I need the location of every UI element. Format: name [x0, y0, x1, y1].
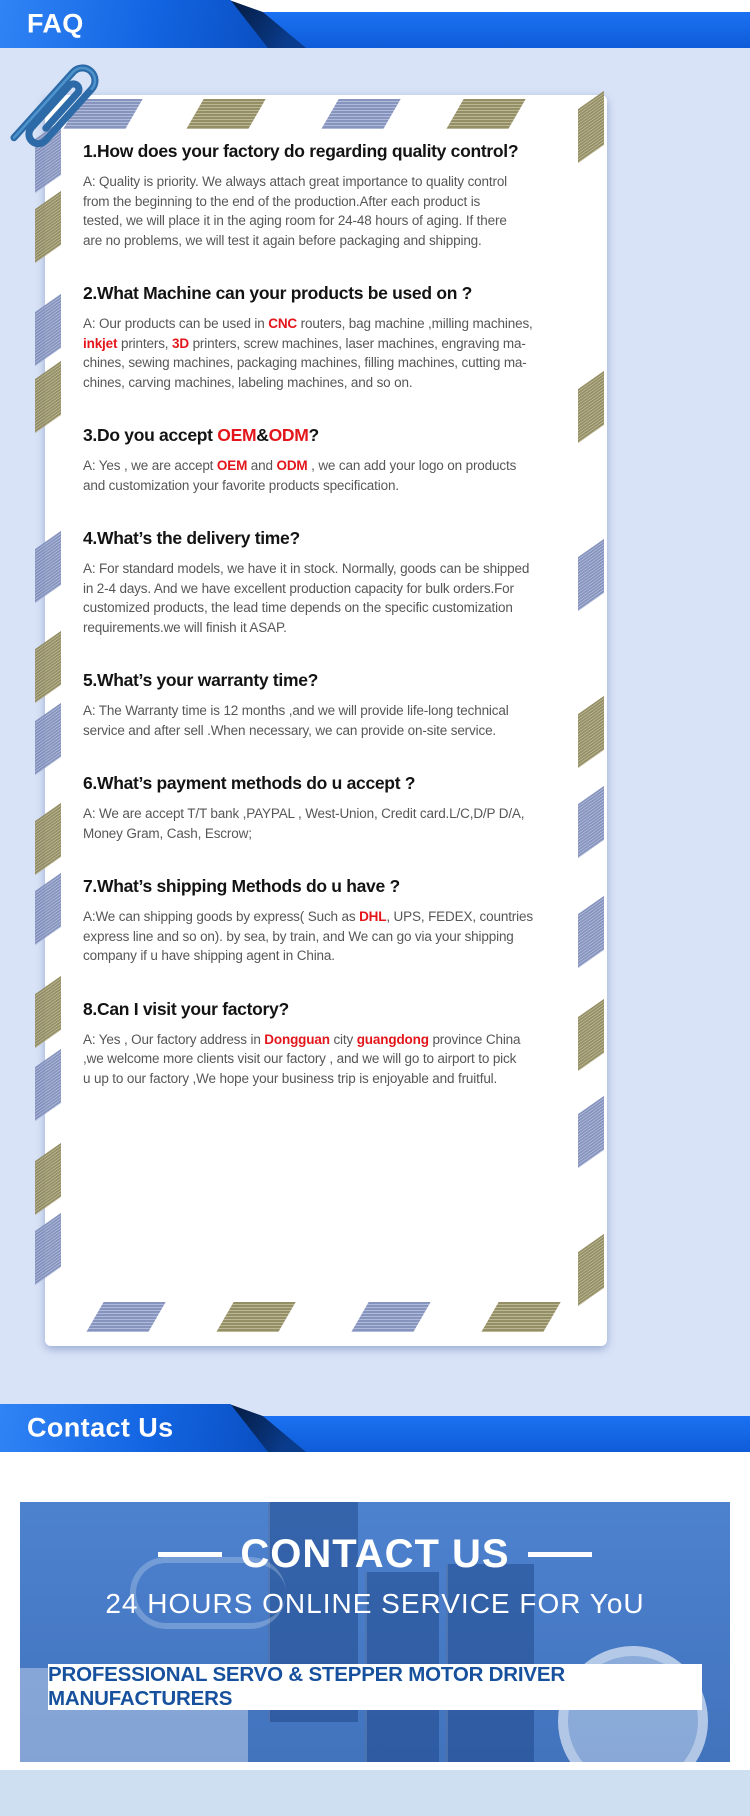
highlighted-text: OEM: [216, 458, 248, 473]
faq-item: [83, 141, 593, 250]
faq-item: [83, 283, 593, 392]
contact-title: CONTACT US: [240, 1532, 510, 1576]
text: are no problems, we will test it again before packaging and shipping.: [83, 232, 482, 248]
faq-answer-line: [83, 231, 593, 251]
faq-answer-line: [83, 172, 593, 192]
washi-tape-blue: [86, 1302, 165, 1332]
text: routers, bag machine ,milling machines,: [297, 316, 533, 331]
faq-answer: [83, 314, 593, 392]
washi-tape-blue: [321, 99, 400, 129]
highlighted-text: 3D: [172, 335, 189, 351]
faq-answer-line: [83, 456, 593, 476]
highlighted-text: ODM: [276, 458, 308, 473]
text: 3.Do you accept: [83, 425, 218, 445]
faq-answer-line: [83, 618, 593, 638]
faq-answer-line: [83, 1030, 593, 1050]
washi-tape-blue: [35, 294, 61, 366]
faq-section-banner: [0, 0, 750, 48]
text: and: [247, 458, 277, 473]
faq-list: [83, 141, 593, 1088]
faq-answer-line: [83, 579, 593, 599]
washi-tape-olive: [216, 1302, 295, 1332]
faq-question: [83, 425, 593, 446]
faq-answer: [83, 559, 593, 637]
contact-ribbon-text: PROFESSIONAL SERVO & STEPPER MOTOR DRIVER MANUFACTURERS: [48, 1663, 565, 1710]
faq-answer-line: [83, 476, 593, 496]
washi-tape-blue: [578, 1096, 604, 1168]
washi-tape-olive: [446, 99, 525, 129]
text: 7.What’s shipping Methods do u have ?: [83, 876, 400, 896]
faq-answer-line: [83, 804, 593, 824]
faq-item: [83, 670, 593, 740]
faq-answer-line: [83, 1069, 593, 1089]
text: company if u have shipping agent in China.: [83, 948, 335, 963]
contact-ribbon: [48, 1664, 702, 1710]
text: and customization your favorite products specification.: [83, 477, 399, 493]
washi-tape-olive: [35, 361, 61, 433]
washi-tape-olive: [35, 803, 61, 875]
text: 6.What’s payment methods do u accept ?: [83, 773, 416, 793]
text: A:We can shipping goods by express( Such as: [83, 909, 360, 924]
faq-question: [83, 773, 593, 794]
washi-tape-blue: [351, 1302, 430, 1332]
highlighted-text: CNC: [268, 316, 298, 331]
faq-answer: [83, 804, 593, 843]
faq-paper-card: [45, 95, 607, 1346]
washi-tape-olive: [35, 1143, 61, 1215]
washi-tape-olive: [578, 91, 604, 163]
washi-tape-blue: [35, 531, 61, 603]
dash-line-left: [158, 1552, 222, 1557]
faq-item: [83, 773, 593, 843]
faq-answer-line: [83, 927, 593, 947]
text: printers,: [117, 335, 172, 351]
text: 1.How does your factory do regarding quality control?: [83, 141, 519, 161]
washi-tape-olive: [35, 631, 61, 703]
washi-tape-olive: [35, 976, 61, 1048]
contact-banner-title: Contact Us: [27, 1412, 174, 1443]
text: tested, we will place it in the aging room for 24-48 hours of aging. If there: [83, 213, 507, 228]
text: A: Our products can be used in: [83, 316, 269, 331]
faq-answer: [83, 907, 593, 966]
contact-section: [0, 1452, 750, 1770]
contact-subtitle: 24 HOURS ONLINE SERVICE FOR YoU: [105, 1588, 645, 1619]
washi-tape-olive: [578, 1234, 604, 1306]
text: 8.Can I visit your factory?: [83, 998, 289, 1019]
text: service and after sell .When necessary, we can provide on-site service.: [83, 722, 497, 738]
washi-tape-blue: [35, 1213, 61, 1285]
faq-answer-line: [83, 1049, 593, 1069]
washi-tape-blue: [35, 703, 61, 775]
faq-answer-line: [83, 314, 593, 334]
highlighted-text: DHL: [359, 909, 387, 924]
text: A: Quality is priority. We always attach great importance to quality control: [83, 174, 508, 189]
faq-answer-line: [83, 946, 593, 966]
faq-question: [83, 670, 593, 691]
washi-tape-olive: [481, 1302, 560, 1332]
contact-card-content: [20, 1502, 730, 1762]
text: A: Yes , Our factory address in: [83, 1031, 265, 1047]
text: chines, sewing machines, packaging machines, filling machines, cutting ma-: [83, 355, 527, 370]
text: , UPS, FEDEX, countries: [386, 909, 533, 924]
faq-answer-line: [83, 721, 593, 741]
faq-answer-line: [83, 598, 593, 618]
faq-answer: [83, 1030, 593, 1089]
text: u up to our factory ,We hope your business trip is enjoyable and fruitful.: [83, 1070, 498, 1086]
text: express line and so on). by sea, by train, and We can go via your shipping: [83, 928, 514, 944]
highlighted-text: Dongguan: [264, 1031, 330, 1047]
faq-banner-title: FAQ: [27, 8, 84, 39]
faq-item: [83, 876, 593, 966]
text: chines, carving machines, labeling machines, and so on.: [83, 374, 413, 390]
washi-tape-blue: [35, 873, 61, 945]
washi-tape-olive: [186, 99, 265, 129]
footer-strip: [0, 1770, 750, 1816]
faq-section: [0, 48, 750, 1404]
faq-answer: [83, 701, 593, 740]
faq-answer-line: [83, 907, 593, 927]
faq-item: [83, 425, 593, 495]
highlighted-text: OEM: [217, 425, 257, 445]
faq-question: [83, 876, 593, 897]
faq-question: [83, 283, 593, 304]
faq-answer-line: [83, 559, 593, 579]
faq-answer-line: [83, 824, 593, 844]
text: in 2-4 days. And we have excellent production capacity for bulk orders.For: [83, 580, 514, 596]
text: 2.What Machine can your products be used on ?: [83, 283, 473, 303]
faq-item: [83, 528, 593, 637]
text: 5.What’s your warranty time?: [83, 670, 319, 690]
text: city: [329, 1031, 357, 1047]
text: 4.What’s the delivery time?: [83, 528, 300, 548]
faq-question: [83, 141, 593, 162]
text: &: [256, 425, 269, 445]
washi-tape-olive: [35, 191, 61, 263]
highlighted-text: inkjet: [83, 335, 118, 351]
text: printers, screw machines, laser machines, engraving ma-: [188, 335, 526, 351]
contact-section-banner: [0, 1404, 750, 1452]
text: requirements.we will finish it ASAP.: [83, 619, 287, 635]
highlighted-text: guangdong: [356, 1031, 429, 1047]
text: A: For standard models, we have it in stock. Normally, goods can be shipped: [83, 561, 530, 576]
text: from the beginning to the end of the production.After each product is: [83, 193, 481, 209]
washi-tape-blue: [35, 1049, 61, 1121]
faq-question: [83, 999, 593, 1020]
text: province China: [428, 1031, 521, 1047]
text: ?: [308, 425, 319, 445]
dash-line-right: [528, 1552, 592, 1557]
highlighted-text: ODM: [268, 425, 309, 445]
faq-answer-line: [83, 211, 593, 231]
faq-answer-line: [83, 334, 593, 354]
contact-title-row: [20, 1502, 730, 1577]
text: A: We are accept T/T bank ,PAYPAL , West-Union, Credit card.L/C,D/P D/A,: [83, 806, 525, 821]
contact-banner-image: [20, 1502, 730, 1762]
faq-answer-line: [83, 373, 593, 393]
text: A: Yes , we are accept: [83, 458, 217, 473]
faq-answer-line: [83, 353, 593, 373]
faq-answer-line: [83, 192, 593, 212]
faq-item: [83, 999, 593, 1089]
text: Money Gram, Cash, Escrow;: [83, 825, 252, 841]
faq-question: [83, 528, 593, 549]
text: A: The Warranty time is 12 months ,and we will provide life-long technical: [83, 703, 509, 718]
text: customized products, the lead time depends on the specific customization: [83, 600, 513, 615]
faq-answer: [83, 172, 593, 250]
text: ,we welcome more clients visit our factory , and we will go to airport to pick: [83, 1051, 517, 1066]
faq-answer-line: [83, 701, 593, 721]
text: , we can add your logo on products: [307, 458, 517, 473]
faq-answer: [83, 456, 593, 495]
